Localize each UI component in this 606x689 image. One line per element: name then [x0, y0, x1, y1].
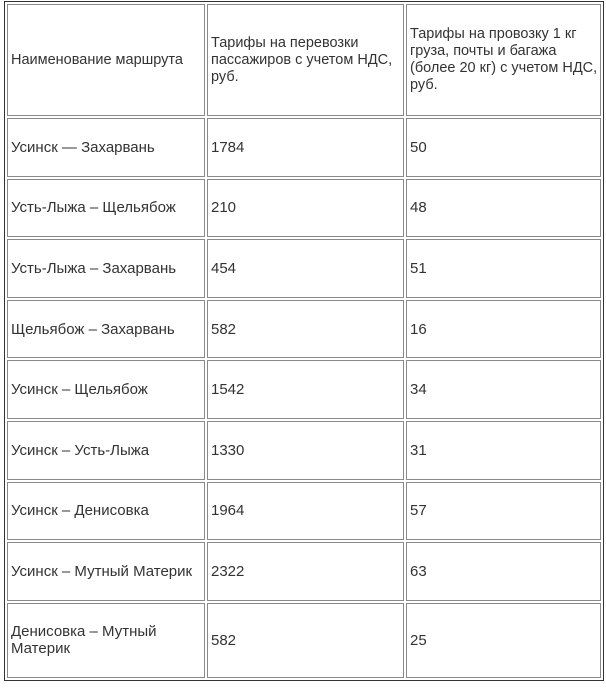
route-name-cell: Усинск – Мутный Материк: [7, 542, 205, 601]
cargo-tariff-cell: 34: [406, 360, 601, 419]
tariffs-table: [4, 1, 604, 681]
cargo-tariff-cell: 51: [406, 239, 601, 298]
table-row: [7, 118, 601, 177]
table-row: [7, 179, 601, 238]
table-row: [7, 300, 601, 359]
table-row: [7, 603, 601, 678]
passenger-tariff-cell: 1542: [207, 360, 404, 419]
route-name-cell: Денисовка – Мутный Материк: [7, 603, 205, 678]
cargo-tariff-cell: 25: [406, 603, 601, 678]
passenger-tariff-cell: 1784: [207, 118, 404, 177]
table-row: [7, 482, 601, 541]
header-route-name: Наименование маршрута: [7, 4, 205, 116]
route-name-cell: Усть-Лыжа – Захарвань: [7, 239, 205, 298]
cargo-tariff-cell: 48: [406, 179, 601, 238]
table-row: [7, 239, 601, 298]
header-passenger-tariff: Тарифы на перевозки пассажиров с учетом НДС, руб.: [207, 4, 404, 116]
table-header-row: [7, 4, 601, 116]
passenger-tariff-cell: 2322: [207, 542, 404, 601]
passenger-tariff-cell: 454: [207, 239, 404, 298]
route-name-cell: Щельябож – Захарвань: [7, 300, 205, 359]
route-name-cell: Усинск – Денисовка: [7, 482, 205, 541]
cargo-tariff-cell: 31: [406, 421, 601, 480]
route-name-cell: Усинск — Захарвань: [7, 118, 205, 177]
passenger-tariff-cell: 1330: [207, 421, 404, 480]
cargo-tariff-cell: 50: [406, 118, 601, 177]
passenger-tariff-cell: 1964: [207, 482, 404, 541]
cargo-tariff-cell: 16: [406, 300, 601, 359]
cargo-tariff-cell: 63: [406, 542, 601, 601]
passenger-tariff-cell: 582: [207, 603, 404, 678]
passenger-tariff-cell: 210: [207, 179, 404, 238]
header-cargo-tariff: Тарифы на провозку 1 кг груза, почты и багажа (более 20 кг) с учетом НДС, руб.: [406, 4, 601, 116]
table-row: [7, 542, 601, 601]
table-row: [7, 360, 601, 419]
cargo-tariff-cell: 57: [406, 482, 601, 541]
table-row: [7, 421, 601, 480]
route-name-cell: Усинск – Усть-Лыжа: [7, 421, 205, 480]
route-name-cell: Усть-Лыжа – Щельябож: [7, 179, 205, 238]
passenger-tariff-cell: 582: [207, 300, 404, 359]
route-name-cell: Усинск – Щельябож: [7, 360, 205, 419]
